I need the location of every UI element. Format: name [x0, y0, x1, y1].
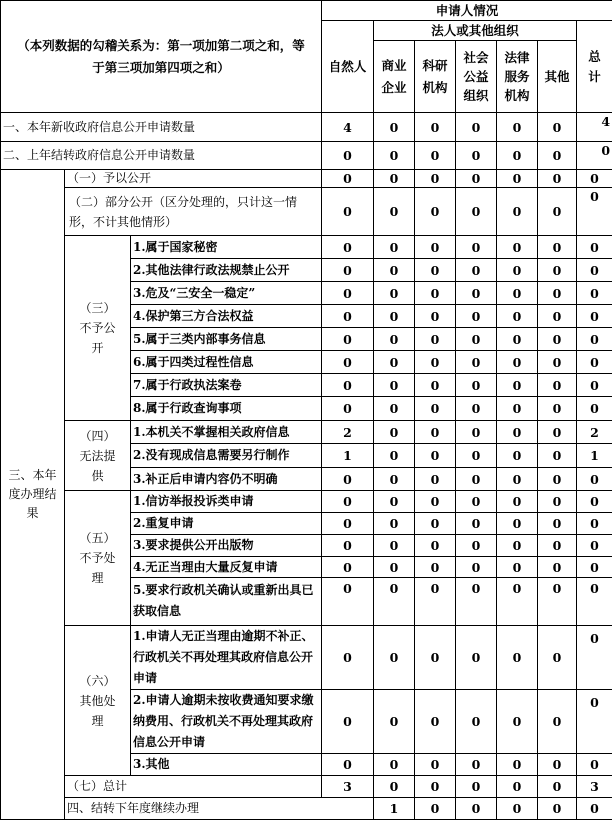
cell-research: 0 — [415, 236, 456, 259]
cell-commercial: 0 — [374, 305, 415, 328]
cell-natural: 0 — [322, 468, 374, 491]
cell-other: 0 — [538, 557, 577, 578]
cell-social: 0 — [456, 142, 497, 170]
cell-social: 0 — [456, 282, 497, 305]
cell-research: 0 — [415, 491, 456, 513]
cell-other: 0 — [538, 535, 577, 557]
cell-commercial: 0 — [374, 397, 415, 421]
cell-commercial: 0 — [374, 259, 415, 282]
table-row — [1, 142, 612, 170]
cell-legal-service: 0 — [497, 557, 538, 578]
cell-total: 2 — [577, 421, 612, 444]
cell-research: 0 — [415, 690, 456, 754]
cell-research: 0 — [415, 142, 456, 170]
cell-legal-service: 0 — [497, 170, 538, 188]
cell-legal-service: 0 — [497, 754, 538, 776]
cell-social: 0 — [456, 328, 497, 351]
cell-social: 0 — [456, 690, 497, 754]
cell-other: 0 — [538, 170, 577, 188]
row-label: 6.属于四类过程性信息 — [131, 351, 322, 374]
group-label-3: （三）不予公开 — [65, 236, 131, 421]
cell-other: 0 — [538, 282, 577, 305]
cell-commercial: 0 — [374, 578, 415, 626]
cell-other: 0 — [577, 798, 612, 820]
cell-other: 0 — [538, 578, 577, 626]
cell-social: 0 — [456, 578, 497, 626]
row-label: 1.本机关不掌握相关政府信息 — [131, 421, 322, 444]
row-label: 5.要求行政机关确认或重新出具已获取信息 — [131, 578, 322, 626]
row-label: 5.属于三类内部事务信息 — [131, 328, 322, 351]
cell-legal-service: 0 — [497, 305, 538, 328]
cell-natural: 0 — [322, 170, 374, 188]
cell-other: 0 — [538, 513, 577, 535]
cell-total: 3 — [577, 776, 612, 798]
cell-other: 0 — [538, 690, 577, 754]
cell-total: 0 — [577, 626, 612, 690]
cell-research: 0 — [415, 397, 456, 421]
cell-other: 0 — [538, 259, 577, 282]
row-label: 一、本年新收政府信息公开申请数量 — [1, 113, 322, 142]
table-row — [1, 798, 612, 820]
cell-natural: 0 — [322, 188, 374, 236]
row-label: 2.申请人逾期未按收费通知要求缴纳费用、行政机关不再处理其政府信息公开申请 — [131, 690, 322, 754]
cell-other: 0 — [538, 491, 577, 513]
cell-research: 0 — [415, 282, 456, 305]
row-label: 3.危及“三安全一稳定” — [131, 282, 322, 305]
cell-commercial: 0 — [374, 444, 415, 468]
cell-research: 0 — [415, 259, 456, 282]
cell-natural: 0 — [322, 513, 374, 535]
row-label: （二）部分公开（区分处理的，只计这一情形，不计其他情形） — [65, 188, 322, 236]
cell-legal-service: 0 — [497, 491, 538, 513]
cell-natural: 0 — [322, 578, 374, 626]
cell-social: 0 — [456, 557, 497, 578]
cell-legal-service: 0 — [497, 578, 538, 626]
cell-legal-service: 0 — [497, 421, 538, 444]
cell-research: 0 — [415, 444, 456, 468]
cell-commercial: 0 — [374, 374, 415, 397]
cell-other: 0 — [538, 776, 577, 798]
cell-commercial: 0 — [374, 328, 415, 351]
cell-other: 0 — [538, 468, 577, 491]
row-label: 3.补正后申请内容仍不明确 — [131, 468, 322, 491]
cell-social: 0 — [456, 626, 497, 690]
group-label-6: （六）其他处理 — [65, 626, 131, 776]
cell-other: 0 — [538, 305, 577, 328]
cell-total: 0 — [577, 259, 612, 282]
cell-social: 0 — [456, 351, 497, 374]
cell-total: 0 — [577, 397, 612, 421]
cell-social: 0 — [456, 259, 497, 282]
cell-legal-service: 0 — [497, 468, 538, 491]
header-note: （本列数据的勾稽关系为：第一项加第二项之和，等于第三项加第四项之和） — [1, 1, 322, 113]
cell-total: 0 — [577, 535, 612, 557]
cell-social: 0 — [456, 113, 497, 142]
cell-legal-service: 0 — [497, 236, 538, 259]
row-label: 二、上年结转政府信息公开申请数量 — [1, 142, 322, 170]
header-total: 总计 — [577, 21, 612, 113]
cell-total: 0 — [577, 468, 612, 491]
cell-legal-service: 0 — [497, 513, 538, 535]
cell-research: 0 — [415, 578, 456, 626]
cell-commercial: 0 — [374, 468, 415, 491]
cell-research: 0 — [415, 351, 456, 374]
table-row — [1, 491, 612, 513]
cell-total: 0 — [577, 690, 612, 754]
cell-natural: 0 — [322, 351, 374, 374]
row-label: 2.没有现成信息需要另行制作 — [131, 444, 322, 468]
cell-total: 0 — [577, 351, 612, 374]
cell-legal-service: 0 — [497, 535, 538, 557]
row-label: 四、结转下年度继续办理 — [65, 798, 374, 820]
row-label: 2.其他法律行政法规禁止公开 — [131, 259, 322, 282]
cell-research: 0 — [415, 513, 456, 535]
cell-legal-service: 0 — [497, 282, 538, 305]
header-other: 其他 — [538, 41, 577, 113]
cell-total: 0 — [577, 282, 612, 305]
cell-total: 0 — [577, 557, 612, 578]
cell-natural: 0 — [322, 557, 374, 578]
cell-research: 0 — [415, 305, 456, 328]
cell-legal-service: 0 — [497, 142, 538, 170]
cell-natural: 1 — [374, 798, 415, 820]
cell-research: 0 — [415, 113, 456, 142]
cell-social: 0 — [456, 491, 497, 513]
cell-commercial: 0 — [374, 421, 415, 444]
cell-total: 0 — [577, 578, 612, 626]
cell-research: 0 — [415, 776, 456, 798]
cell-commercial: 0 — [374, 282, 415, 305]
cell-natural: 0 — [322, 282, 374, 305]
cell-commercial: 0 — [374, 142, 415, 170]
section3-label: 三、本年度办理结果 — [1, 170, 65, 820]
cell-social: 0 — [456, 468, 497, 491]
cell-natural: 0 — [322, 397, 374, 421]
cell-other: 0 — [538, 626, 577, 690]
row-label: 7.属于行政执法案卷 — [131, 374, 322, 397]
row-label: 3.要求提供公开出版物 — [131, 535, 322, 557]
cell-commercial: 0 — [374, 690, 415, 754]
row-label: 4.保护第三方合法权益 — [131, 305, 322, 328]
row-label: 1.信访举报投诉类申请 — [131, 491, 322, 513]
cell-research: 0 — [456, 798, 497, 820]
cell-legal-service: 0 — [497, 259, 538, 282]
cell-natural: 0 — [322, 690, 374, 754]
cell-commercial: 0 — [374, 535, 415, 557]
cell-research: 0 — [415, 468, 456, 491]
cell-total: 0 — [577, 142, 612, 170]
cell-other: 0 — [538, 142, 577, 170]
row-label: 8.属于行政查询事项 — [131, 397, 322, 421]
cell-total: 0 — [577, 491, 612, 513]
cell-research: 0 — [415, 421, 456, 444]
cell-legal-service: 0 — [497, 374, 538, 397]
cell-natural: 0 — [322, 374, 374, 397]
cell-research: 0 — [415, 170, 456, 188]
cell-total: 0 — [577, 513, 612, 535]
cell-other: 0 — [538, 397, 577, 421]
cell-commercial: 0 — [374, 491, 415, 513]
cell-social: 0 — [456, 513, 497, 535]
cell-natural: 0 — [322, 491, 374, 513]
cell-legal-service: 0 — [497, 397, 538, 421]
cell-social: 0 — [456, 374, 497, 397]
cell-commercial: 0 — [374, 170, 415, 188]
cell-research: 0 — [415, 188, 456, 236]
cell-legal-service: 0 — [497, 444, 538, 468]
row-label: 4.无正当理由大量反复申请 — [131, 557, 322, 578]
cell-total: 1 — [577, 444, 612, 468]
cell-legal-service: 0 — [497, 328, 538, 351]
cell-other: 0 — [538, 351, 577, 374]
cell-other: 0 — [538, 754, 577, 776]
row-label: （一）予以公开 — [65, 170, 322, 188]
cell-social: 0 — [456, 236, 497, 259]
header-applicant: 申请人情况 — [322, 1, 612, 21]
cell-natural: 0 — [322, 236, 374, 259]
cell-research: 0 — [415, 626, 456, 690]
cell-natural: 0 — [322, 142, 374, 170]
cell-total: 0 — [577, 305, 612, 328]
cell-social: 0 — [497, 798, 538, 820]
cell-natural: 1 — [322, 444, 374, 468]
cell-commercial: 0 — [374, 236, 415, 259]
cell-commercial: 0 — [374, 754, 415, 776]
header-natural-person: 自然人 — [322, 21, 374, 113]
cell-legal-service: 0 — [497, 626, 538, 690]
cell-commercial: 0 — [374, 626, 415, 690]
cell-other: 0 — [538, 188, 577, 236]
cell-natural: 4 — [322, 113, 374, 142]
cell-natural: 0 — [322, 305, 374, 328]
cell-total: 0 — [577, 328, 612, 351]
cell-total: 0 — [577, 374, 612, 397]
cell-other: 0 — [538, 113, 577, 142]
cell-social: 0 — [456, 421, 497, 444]
cell-social: 0 — [456, 776, 497, 798]
cell-other: 0 — [538, 328, 577, 351]
cell-research: 0 — [415, 535, 456, 557]
cell-legal-service: 0 — [497, 690, 538, 754]
cell-research: 0 — [415, 754, 456, 776]
cell-legal-service: 0 — [497, 776, 538, 798]
cell-other: 0 — [538, 444, 577, 468]
row-label: 1.申请人无正当理由逾期不补正、行政机关不再处理其政府信息公开申请 — [131, 626, 322, 690]
table-row — [1, 776, 612, 798]
cell-total: 4 — [577, 113, 612, 142]
cell-research: 0 — [415, 557, 456, 578]
cell-legal-service: 0 — [497, 351, 538, 374]
row-label: （七）总计 — [65, 776, 322, 798]
table-row — [1, 626, 612, 690]
cell-commercial: 0 — [374, 557, 415, 578]
cell-natural: 0 — [322, 535, 374, 557]
cell-research: 0 — [415, 328, 456, 351]
cell-commercial: 0 — [374, 776, 415, 798]
cell-research: 0 — [415, 374, 456, 397]
cell-total: 0 — [577, 170, 612, 188]
table-row — [1, 113, 612, 142]
cell-total: 0 — [577, 236, 612, 259]
cell-legal-service: 0 — [497, 113, 538, 142]
cell-natural: 0 — [322, 754, 374, 776]
cell-total: 0 — [577, 754, 612, 776]
header-legal-group: 法人或其他组织 — [374, 21, 577, 41]
header-research: 科研机构 — [415, 41, 456, 113]
cell-natural: 2 — [322, 421, 374, 444]
row-label: 2.重复申请 — [131, 513, 322, 535]
cell-natural: 0 — [322, 259, 374, 282]
cell-social: 0 — [456, 535, 497, 557]
cell-social: 0 — [456, 397, 497, 421]
cell-commercial: 0 — [374, 113, 415, 142]
cell-social: 0 — [456, 444, 497, 468]
cell-other: 0 — [538, 236, 577, 259]
cell-social: 0 — [456, 188, 497, 236]
cell-natural: 0 — [322, 328, 374, 351]
cell-other: 0 — [538, 374, 577, 397]
row-label: 3.其他 — [131, 754, 322, 776]
group-label-4: （四）无法提供 — [65, 421, 131, 491]
cell-social: 0 — [456, 170, 497, 188]
group-label-5: （五）不予处理 — [65, 491, 131, 626]
cell-commercial: 0 — [374, 351, 415, 374]
header-social: 社会公益组织 — [456, 41, 497, 113]
cell-natural: 0 — [322, 626, 374, 690]
table-row — [1, 188, 612, 236]
cell-natural: 3 — [322, 776, 374, 798]
cell-commercial: 0 — [415, 798, 456, 820]
cell-other: 0 — [538, 421, 577, 444]
table-row — [1, 421, 612, 444]
cell-legal-service: 0 — [538, 798, 577, 820]
header-legal-service: 法律服务机构 — [497, 41, 538, 113]
cell-social: 0 — [456, 305, 497, 328]
row-label: 1.属于国家秘密 — [131, 236, 322, 259]
table-row — [1, 170, 612, 188]
cell-social: 0 — [456, 754, 497, 776]
cell-legal-service: 0 — [497, 188, 538, 236]
cell-commercial: 0 — [374, 513, 415, 535]
header-commercial: 商业企业 — [374, 41, 415, 113]
cell-commercial: 0 — [374, 188, 415, 236]
cell-total: 0 — [577, 188, 612, 236]
table-row — [1, 236, 612, 259]
